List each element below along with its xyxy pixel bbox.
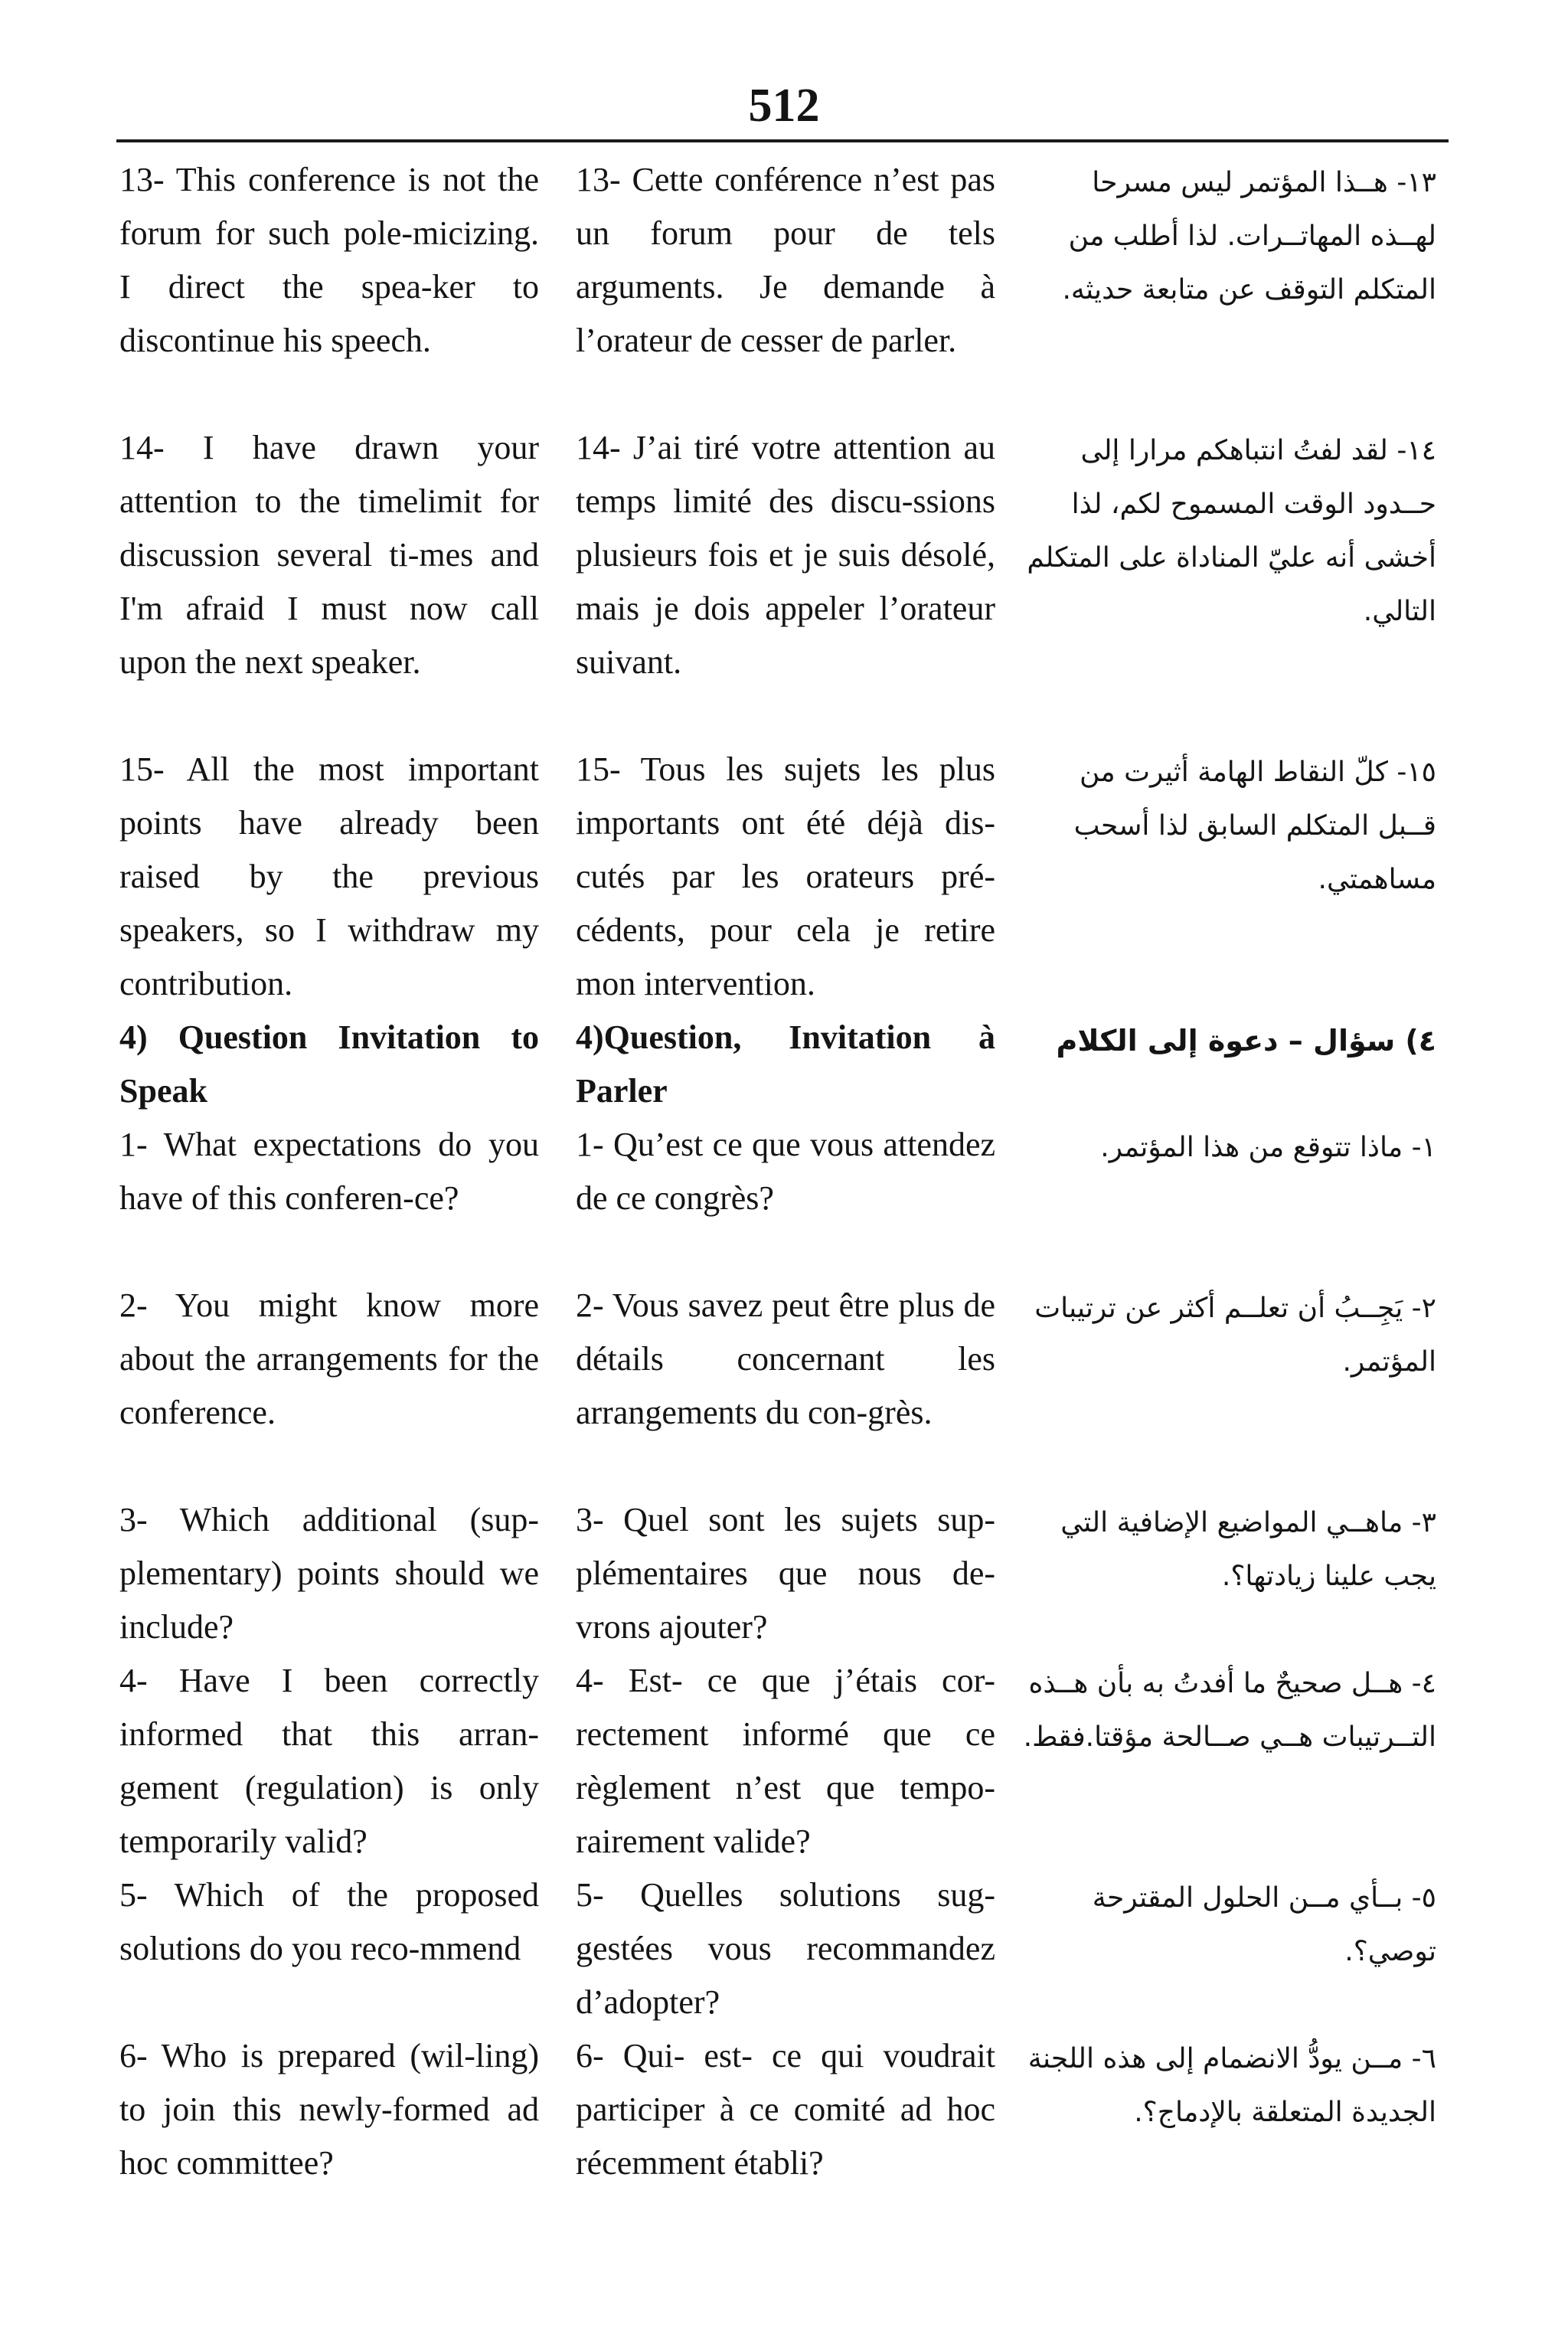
entry-english: 14- I have drawn your attention to the timelimit for discussion several ti-mes and I'm afraid I must now call upon the next speaker. (119, 429, 539, 681)
entry-arabic: ١٣- هــذا المؤتمر ليس مسرحا لهــذه المهاتــرات. لذا أطلب من المتكلم التوقف عن متابعة حديثه. (1062, 167, 1436, 306)
entry-arabic: ٦- مــن يودُّ الانضمام إلى هذه اللجنة الجديدة المتعلقة بالإدماج؟. (1027, 2043, 1436, 2128)
entry-english: 6- Who is prepared (wil-ling) to join this newly-formed ad hoc committee? (119, 2037, 539, 2182)
section-heading-arabic: ٤) سؤال – دعوة إلى الكلام (1056, 1024, 1436, 1058)
entry-french: 4- Est- ce que j’étais cor-rectement informé que ce règlement n’est que tempo-rairement valide? (576, 1662, 995, 1860)
entry-arabic: ١٤- لقد لفتُ انتباهكم مرارا إلى حــدود الوقت المسموح لكم، لذا أخشى أنه عليّ المناداة على المتكلم التالي. (1027, 435, 1436, 627)
entry-english: 3- Which additional (sup-plementary) points should we include? (119, 1501, 539, 1646)
entry-english: 1- What expectations do you have of this conferen-ce? (119, 1126, 539, 1217)
entry-english: 13- This conference is not the forum for such pole-micizing. I direct the spea-ker to discontinue his speech. (119, 161, 539, 359)
page-number: 512 (748, 80, 820, 132)
entry-english: 4- Have I been correctly informed that this arran-gement (regulation) is only temporarily valid? (119, 1662, 539, 1860)
entry-english: 15- All the most important points have already been raised by the previous speakers, so I withdraw my contribution. (119, 750, 539, 1002)
entry-arabic: ٢- يَجِــبُ أن تعلــم أكثر عن ترتيبات المؤتمر. (1034, 1293, 1436, 1378)
entry-arabic: ١- ماذا تتوقع من هذا المؤتمر. (1100, 1132, 1436, 1163)
entry-french: 14- J’ai tiré votre attention au temps limité des discu-ssions plusieurs fois et je suis désolé, mais je dois appeler l’orateur suivant. (576, 429, 995, 681)
header-rule (116, 139, 1449, 142)
entry-french: 15- Tous les sujets les plus importants ont été déjà dis-cutés par les orateurs pré-cédents, pour cela je retire mon intervention. (576, 750, 995, 1002)
entry-french: 1- Qu’est ce que vous attendez de ce congrès? (576, 1126, 995, 1217)
entry-arabic: ١٥- كلّ النقاط الهامة أثيرت من قــبل المتكلم السابق لذا أسحب مساهمتي. (1073, 757, 1436, 895)
entry-arabic: ٣- ماهــي المواضيع الإضافية التي يجب علينا زيادتها؟. (1060, 1507, 1436, 1592)
entry-french: 3- Quel sont les sujets sup-plémentaires que nous de-vrons ajouter? (576, 1501, 995, 1646)
entry-english: 2- You might know more about the arrangements for the conference. (119, 1286, 539, 1431)
section-heading-french: 4)Question, Invitation à Parler (576, 1018, 995, 1110)
entry-arabic: ٥- بــأي مــن الحلول المقترحة توصي؟. (1092, 1882, 1436, 1967)
entry-french: 13- Cette conférence n’est pas un forum pour de tels arguments. Je demande à l’orateur de cesser de parler. (576, 161, 995, 359)
entry-english: 5- Which of the proposed solutions do you reco-mmend (119, 1876, 539, 1967)
entry-arabic: ٤- هــل صحيحٌ ما أفدتُ به بأن هــذه التــرتيبات هــي صــالحة مؤقتا.فقط. (1023, 1668, 1436, 1753)
section-heading-english: 4) Question Invitation to Speak (119, 1018, 539, 1110)
entry-french: 6- Qui- est- ce qui voudrait participer à ce comité ad hoc récemment établi? (576, 2037, 995, 2182)
entry-french: 5- Quelles solutions sug-gestées vous recommandez d’adopter? (576, 1876, 995, 2021)
entry-french: 2- Vous savez peut être plus de détails concernant les arrangements du con-grès. (576, 1286, 995, 1431)
